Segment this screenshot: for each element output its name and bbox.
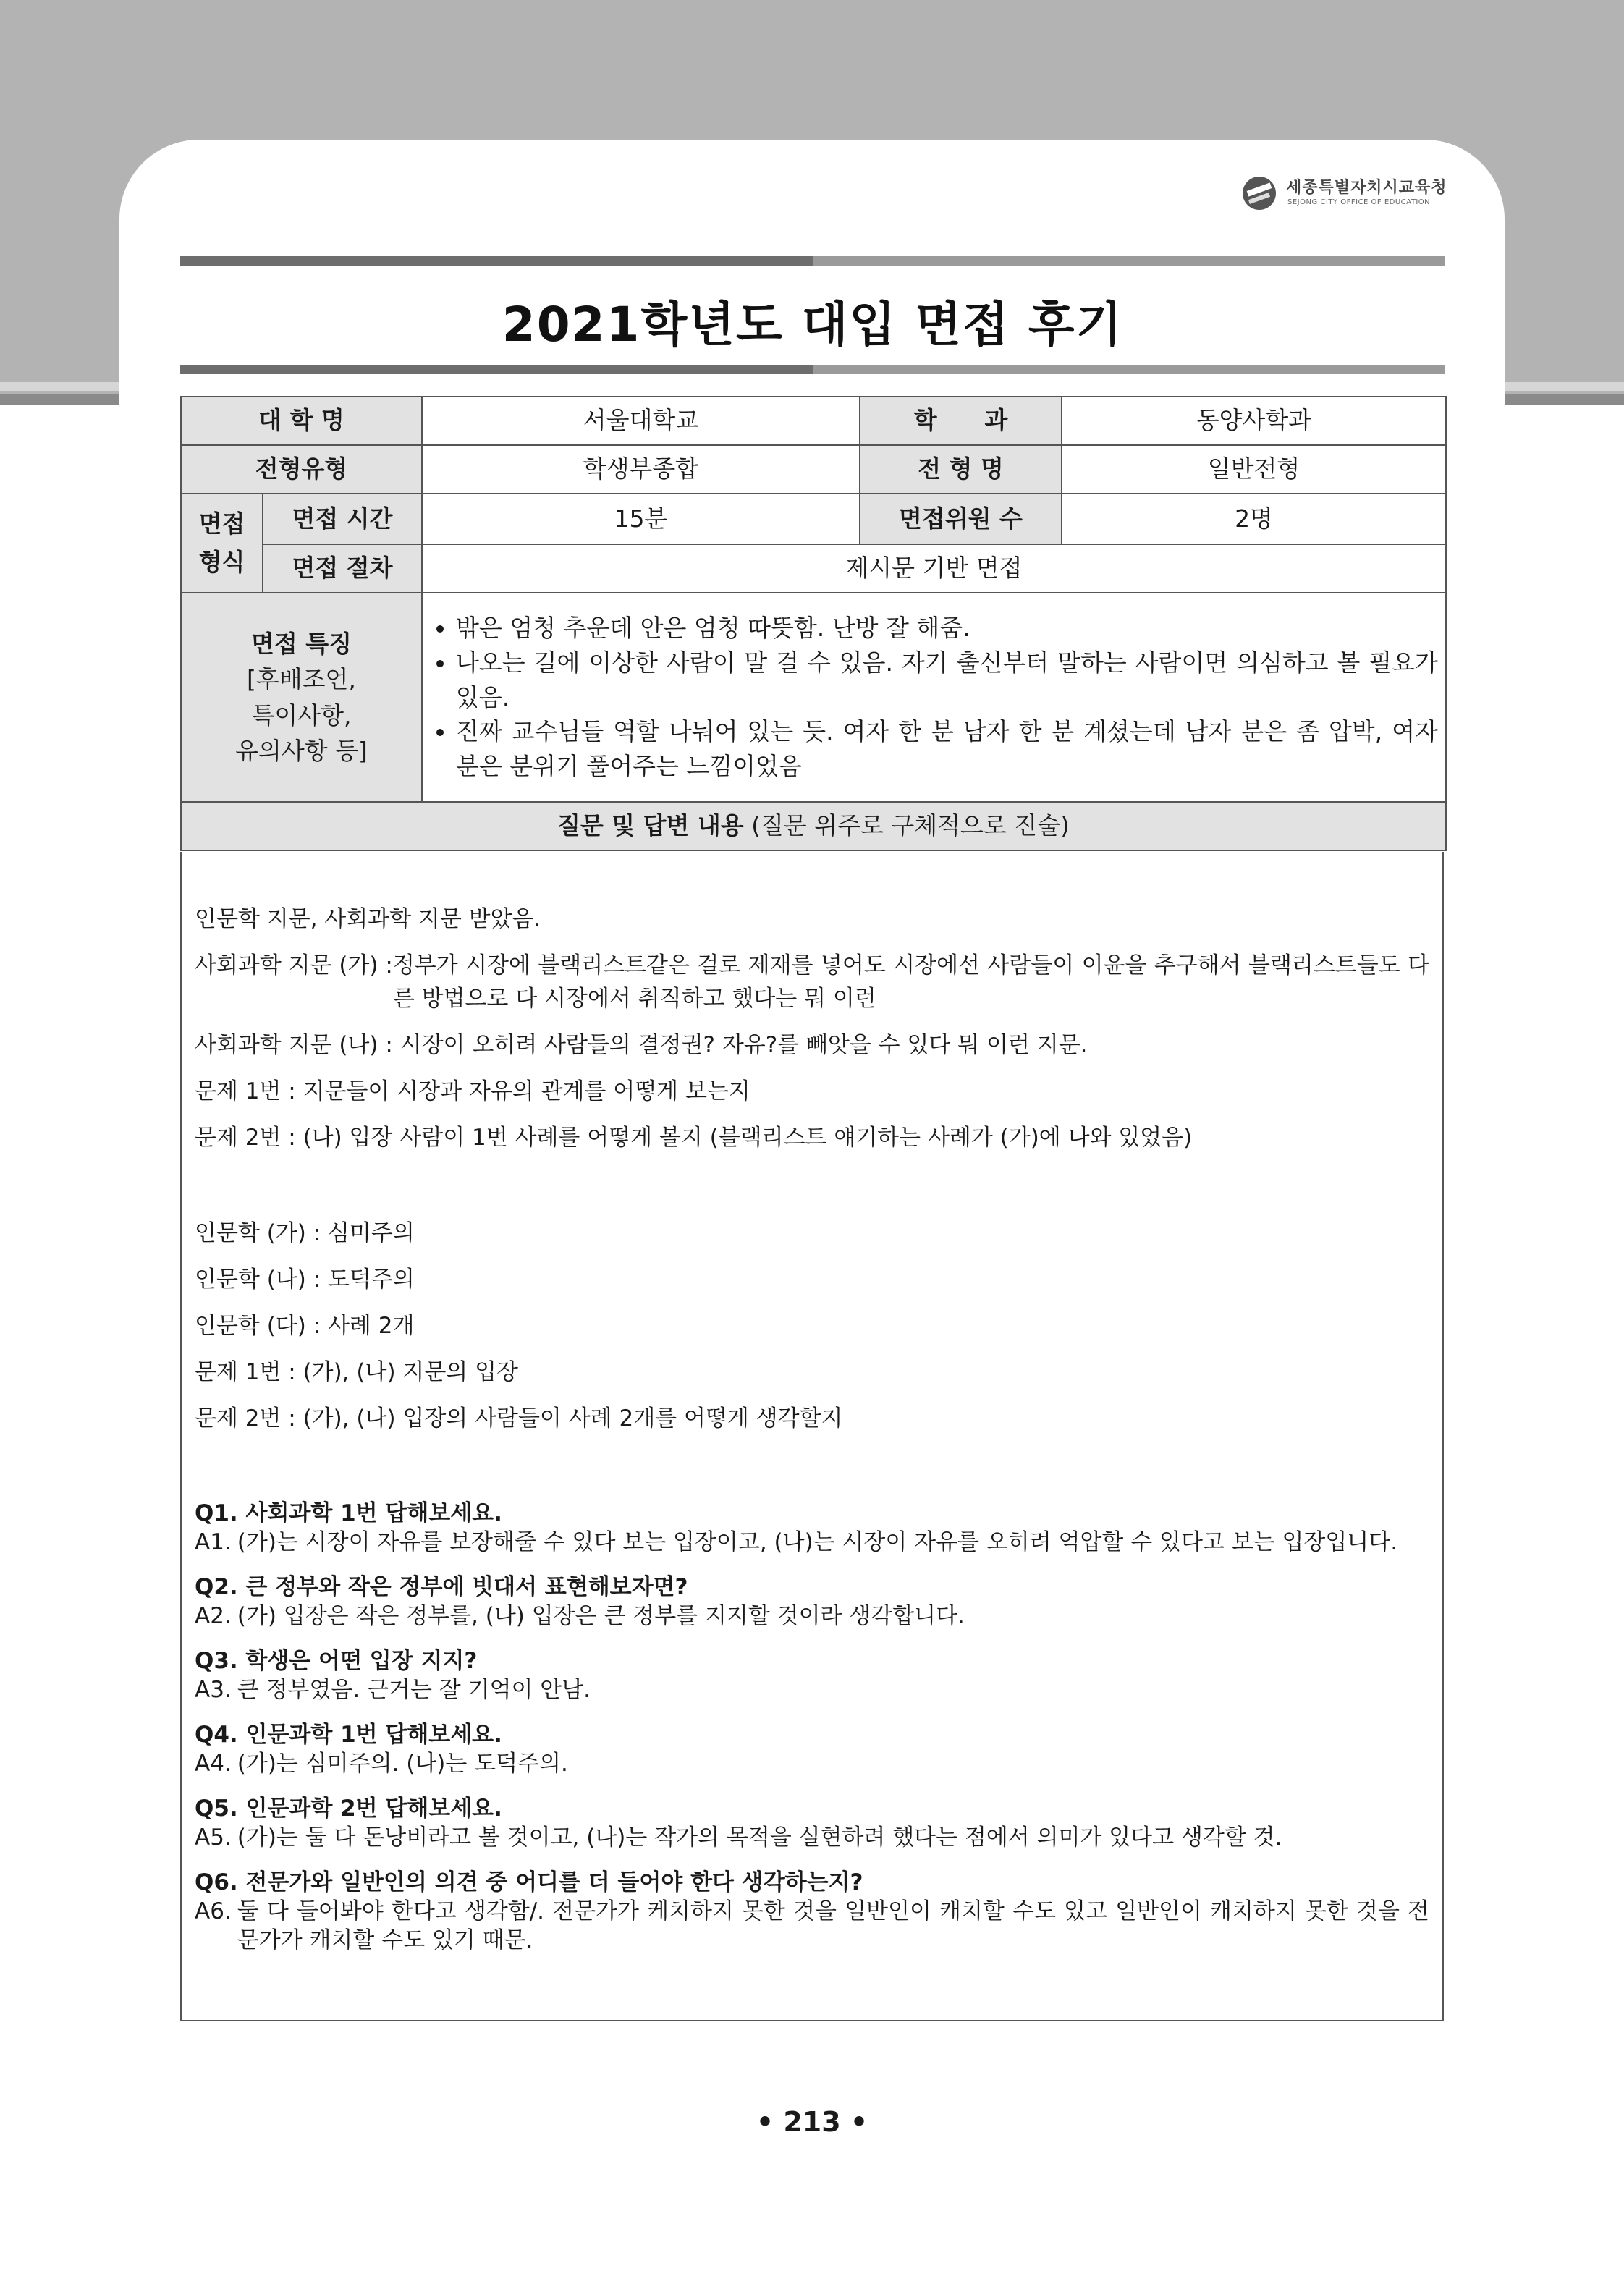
question-6: Q6. 전문가와 일반인의 의견 중 어디를 더 들어야 한다 생각하는지? [195, 1869, 863, 1895]
hum-da-line: 인문학 (다) : 사례 2개 [195, 1313, 415, 1339]
qa-header-bold: 질문 및 답변 내용 [557, 811, 744, 840]
features-list [422, 593, 1446, 802]
answer-text: (가) 입장은 작은 정부를, (나) 입장은 큰 정부를 지지할 것이라 생각합니다. [237, 1603, 965, 1629]
answer-text: (가)는 시장이 자유를 보장해줄 수 있다 보는 입장이고, (나)는 시장이 자유를 오히려 억압할 수 있다고 보는 입장입니다. [237, 1529, 1398, 1555]
table-row [181, 802, 1446, 850]
qa-header-rest: (질문 위주로 구체적으로 진술) [743, 811, 1070, 840]
question-1: Q1. 사회과학 1번 답해보세요. [195, 1500, 502, 1526]
panel-label: 면접위원 수 [860, 494, 1062, 544]
question-2: Q2. 큰 정부와 작은 정부에 빗대서 표현해보자면? [195, 1574, 688, 1600]
features-label-line: 유의사항 등] [235, 737, 368, 765]
title-rule-bottom [180, 365, 1445, 374]
hum-na-line: 인문학 (나) : 도덕주의 [195, 1267, 415, 1293]
office-logo [1243, 174, 1463, 216]
university-value: 서울대학교 [422, 397, 860, 445]
table-row [181, 494, 1446, 544]
logo-text: 세종특별자치시교육청 [1286, 179, 1447, 197]
question-5: Q5. 인문과학 2번 답해보세요. [195, 1796, 502, 1822]
features-label-line: 특이사항, [251, 701, 352, 730]
feature-item: • 진짜 교수님들 역할 나눠어 있는 듯. 여자 한 분 남자 한 분 계셨는데 남자 분은 좀 압박, 여자 분은 분위기 풀어주는 느낌이었음 [456, 714, 1438, 784]
social-ga-line [195, 949, 1429, 1015]
answer-text: 큰 정부였음. 근거는 잘 기억이 안남. [237, 1677, 591, 1703]
answer-5 [195, 1823, 1429, 1852]
social-ga-prefix: 사회과학 지문 (가) : [195, 952, 393, 978]
hum-ga-line: 인문학 (가) : 심미주의 [195, 1220, 415, 1246]
social-q1-line: 문제 1번 : 지문들이 시장과 자유의 관계를 어떻게 보는지 [195, 1078, 750, 1104]
answer-6 [195, 1897, 1429, 1955]
feature-item: • 밖은 엄청 추운데 안은 엄청 따뜻함. 난방 잘 해줌. [456, 611, 1438, 646]
procedure-value: 제시문 기반 면접 [422, 544, 1446, 593]
left-stripe [0, 394, 119, 405]
time-value: 15분 [422, 494, 860, 544]
hum-q1-line: 문제 1번 : (가), (나) 지문의 입장 [195, 1359, 518, 1385]
title-rule-top [180, 256, 1445, 266]
qa-header [181, 802, 1446, 850]
answer-text: 둘 다 들어봐야 한다고 생각함/. 전문가가 케치하지 못한 것을 일반인이 캐치할 수도 있고 일반인이 캐치하지 못한 것을 전문가가 캐치할 수도 있기 때문. [237, 1898, 1429, 1953]
answer-text: (가)는 둘 다 돈낭비라고 볼 것이고, (나)는 작가의 목적을 실현하려 했다는 점에서 의미가 있다고 생각할 것. [237, 1825, 1282, 1851]
logo-subtext: SEJONG CITY OFFICE OF EDUCATION [1287, 198, 1431, 206]
admission-type-label: 전형유형 [181, 445, 422, 494]
answer-prefix: A3. [195, 1677, 232, 1703]
admission-name-label: 전 형 명 [860, 445, 1062, 494]
department-value: 동양사학과 [1062, 397, 1446, 445]
table-row [181, 593, 1446, 802]
panel-value: 2명 [1062, 494, 1446, 544]
features-label-line: 면접 특징 [250, 629, 352, 658]
social-ga-text: 정부가 시장에 블랙리스트같은 걸로 제재를 넣어도 시장에선 사람들이 이윤을 추구해서 블랙리스트들도 다른 방법으로 다 시장에서 취직하고 했다는 뭐 이런 [392, 952, 1429, 1012]
social-q2-line: 문제 2번 : (나) 입장 사람이 1번 사례를 어떻게 볼지 (블랙리스트 얘기하는 사례가 (가)에 나와 있었음) [195, 1125, 1193, 1151]
answer-text: (가)는 심미주의. (나)는 도덕주의. [237, 1751, 568, 1777]
time-label: 면접 시간 [263, 494, 422, 544]
table-row [181, 544, 1446, 593]
answer-3 [195, 1675, 1429, 1704]
qa-content [180, 852, 1444, 2021]
answer-2 [195, 1602, 1429, 1631]
answer-prefix: A2. [195, 1603, 232, 1629]
table-row [181, 445, 1446, 494]
admission-name-value: 일반전형 [1062, 445, 1446, 494]
answer-prefix: A5. [195, 1825, 232, 1851]
feature-item: • 나오는 길에 이상한 사람이 말 걸 수 있음. 자기 출신부터 말하는 사람이면 의심하고 볼 필요가 있음. [456, 646, 1438, 715]
right-stripe-light [1505, 382, 1624, 391]
page-number: • 213 • [756, 2106, 868, 2138]
right-stripe [1505, 394, 1624, 405]
logo-emblem-icon [1243, 177, 1276, 210]
features-label-line: [후배조언, [247, 665, 356, 693]
answer-1 [195, 1528, 1429, 1557]
format-label: 면접 형식 [181, 494, 263, 593]
left-stripe-light [0, 382, 119, 391]
hum-q2-line: 문제 2번 : (가), (나) 입장의 사람들이 사례 2개를 어떻게 생각할지 [195, 1405, 843, 1432]
table-row [181, 397, 1446, 445]
intro-line: 인문학 지문, 사회과학 지문 받았음. [195, 906, 541, 932]
answer-prefix: A4. [195, 1751, 232, 1777]
features-label [181, 593, 422, 802]
answer-prefix: A1. [195, 1529, 232, 1555]
university-label: 대 학 명 [181, 397, 422, 445]
question-4: Q4. 인문과학 1번 답해보세요. [195, 1722, 502, 1748]
answer-4 [195, 1749, 1429, 1778]
social-na-line: 사회과학 지문 (나) : 시장이 오히려 사람들의 결정권? 자유?를 빼앗을 수 있다 뭐 이런 지문. [195, 1032, 1088, 1058]
info-table [180, 396, 1447, 851]
procedure-label: 면접 절차 [263, 544, 422, 593]
page-title: 2021학년도 대입 면접 후기 [502, 297, 1124, 352]
department-label: 학 과 [860, 397, 1062, 445]
admission-type-value: 학생부종합 [422, 445, 860, 494]
answer-prefix: A6. [195, 1898, 232, 1924]
question-3: Q3. 학생은 어떤 입장 지지? [195, 1648, 478, 1674]
